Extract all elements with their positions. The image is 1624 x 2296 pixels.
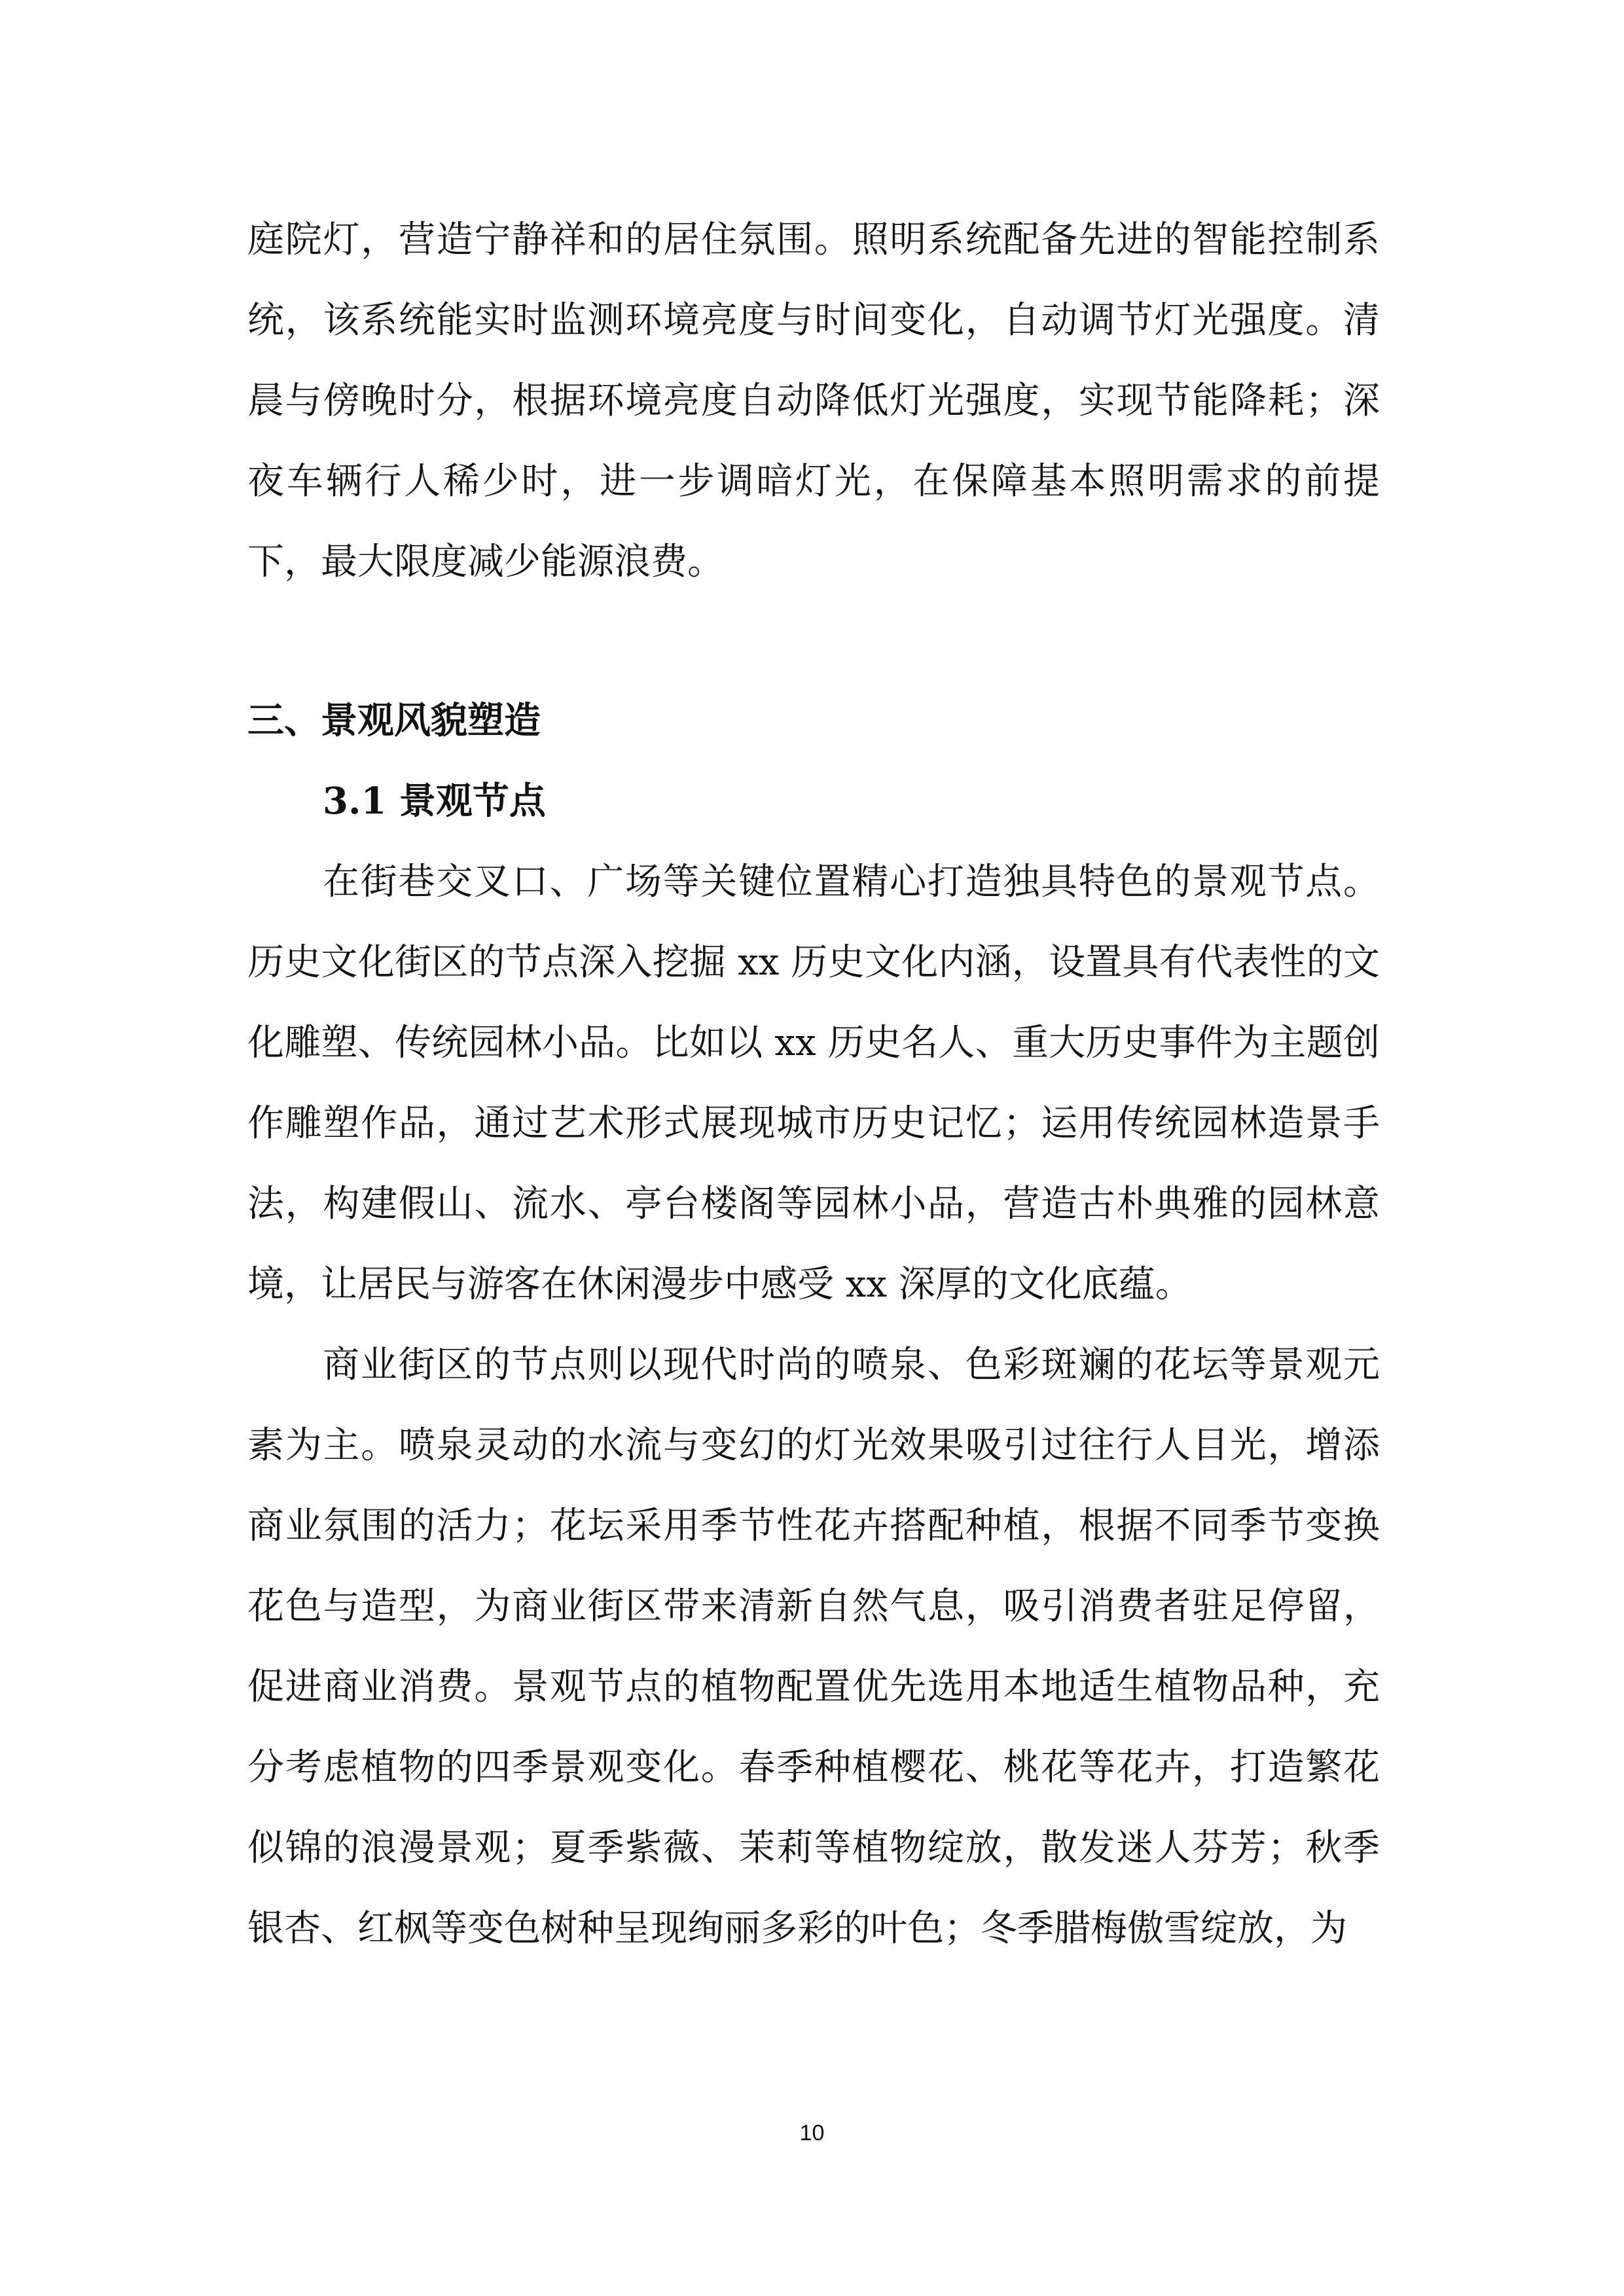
subsection-heading: 3.1 景观节点: [323, 780, 546, 823]
paragraph-lighting-continued: 庭院灯，营造宁静祥和的居住氛围。照明系统配备先进的智能控制系统，该系统能实时监测环境亮度与时间变化，自动调节灯光强度。清晨与傍晚时分，根据环境亮度自动降低灯光强度，实现节能降耗；深夜车辆行人稀少时，进一步调暗灯光，在保障基本照明需求的前提下，最大限度减少能源浪费。: [247, 219, 1380, 583]
paragraph-commercial-nodes: 商业街区的节点则以现代时尚的喷泉、色彩斑斓的花坛等景观元素为主。喷泉灵动的水流与变幻的灯光效果吸引过往行人目光，增添商业氛围的活力；花坛采用季节性花卉搭配种植，根据不同季节变换花色与造型，为商业街区带来清新自然气息，吸引消费者驻足停留，促进商业消费。景观节点的植物配置优先选用本地适生植物品种，充分考虑植物的四季景观变化。春季种植樱花、桃花等花卉，打造繁花似锦的浪漫景观；夏季紫薇、茉莉等植物绽放，散发迷人芬芳；秋季银杏、红枫等变色树种呈现绚丽多彩的叶色；冬季腊梅傲雪绽放，为: [247, 1344, 1380, 1950]
section-heading: 三、景观风貌塑造: [247, 699, 541, 742]
page-number: 10: [799, 2121, 825, 2145]
document-body: [247, 200, 1380, 1969]
paragraph-historic-nodes: 在街巷交叉口、广场等关键位置精心打造独具特色的景观节点。历史文化街区的节点深入挖掘 xx 历史文化内涵，设置具有代表性的文化雕塑、传统园林小品。比如以 xx 历史名人、重大历史事件为主题创作雕塑作品，通过艺术形式展现城市历史记忆；运用传统园林造景手法，构建假山、流水、亭台楼阁等园林小品，营造古朴典雅的园林意境，让居民与游客在休闲漫步中感受 xx 深厚的文化底蕴。: [247, 861, 1380, 1306]
